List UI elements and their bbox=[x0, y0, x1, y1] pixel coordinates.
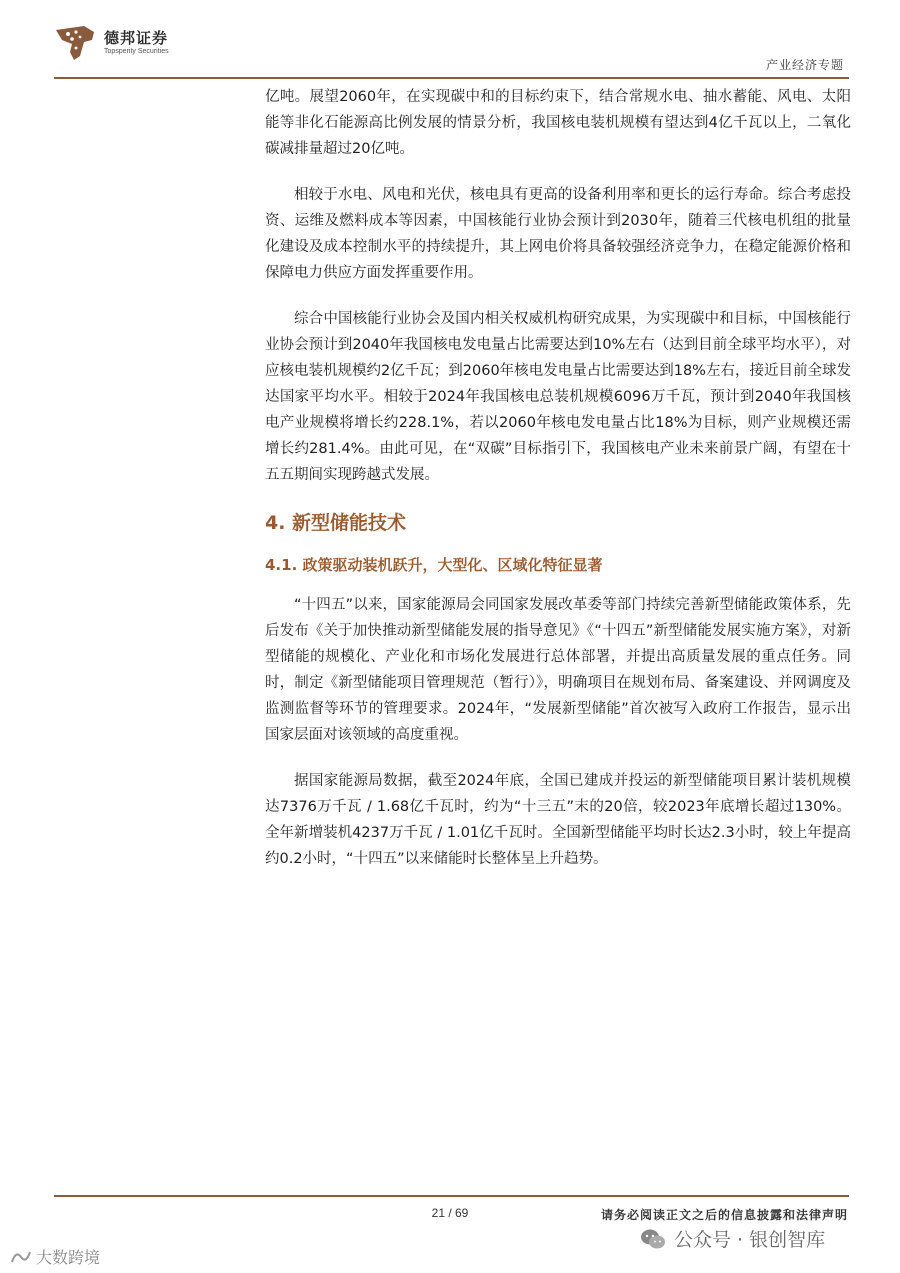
watermark-logo-icon bbox=[10, 1248, 32, 1266]
paragraph-4: “十四五”以来，国家能源局会同国家发展改革委等部门持续完善新型储能政策体系，先后发布《关于加快推动新型储能发展的指导意见》《“十四五”新型储能发展实施方案》，对新型储能的规模化、产业化和市场化发展进行总体部署，并提出高质量发展的重点任务。同时，制定《新型储能项目管理规范（暂行）》，明确项目在规划布局、备案建设、并网调度及监测监督等环节的管理要求。2024年，“发展新型储能”首次被写入政府工作报告，显示出国家层面对该领域的高度重视。 bbox=[265, 597, 851, 743]
section-heading: 4. 新型储能技术 bbox=[265, 512, 407, 534]
page-number: 21 / 69 bbox=[431, 1206, 469, 1220]
logo-en-text: Topsperity Securities bbox=[104, 47, 169, 55]
wechat-watermark bbox=[640, 1225, 825, 1252]
footer-divider bbox=[54, 1195, 849, 1197]
wechat-icon bbox=[640, 1228, 666, 1250]
company-logo bbox=[54, 22, 169, 62]
leopard-logo-icon bbox=[54, 22, 98, 62]
paragraph-1: 亿吨。展望2060年，在实现碳中和的目标约束下，结合常规水电、抽水蓄能、风电、太阳能等非化石能源高比例发展的情景分析，我国核电装机规模有望达到4亿千瓦以上，二氧化碳减排量超过20亿吨。 bbox=[265, 89, 851, 157]
report-type: 产业经济专题 bbox=[765, 58, 844, 72]
logo-cn-text: 德邦证券 bbox=[104, 28, 169, 47]
wechat-watermark-text: 公众号 · 银创智库 bbox=[674, 1229, 826, 1251]
legal-disclaimer: 请务必阅读正文之后的信息披露和法律声明 bbox=[600, 1208, 848, 1222]
main-content bbox=[265, 84, 851, 892]
paragraph-2: 相较于水电、风电和光伏，核电具有更高的设备利用率和更长的运行寿命。综合考虑投资、运维及燃料成本等因素，中国核能行业协会预计到2030年，随着三代核电机组的批量化建设及成本控制水平的持续提升，其上网电价将具备较强经济竞争力，在稳定能源价格和保障电力供应方面发挥重要作用。 bbox=[265, 187, 851, 281]
paragraph-3: 综合中国核能行业协会及国内相关权威机构研究成果，为实现碳中和目标，中国核能行业协会预计到2040年我国核电发电量占比需要达到10%左右（达到目前全球平均水平），对应核电装机规模约2亿千瓦；到2060年核电发电量占比需要达到18%左右，接近目前全球发达国家平均水平。相较于2024年我国核电总装机规模6096万千瓦，预计到2040年我国核电产业规模将增长约228.1%，若以2060年核电发电量占比18%为目标，则产业规模还需增长约281.4%。由此可见，在“双碳”目标指引下，我国核电产业未来前景广阔，有望在十五五期间实现跨越式发展。 bbox=[265, 311, 851, 483]
paragraph-5: 据国家能源局数据，截至2024年底，全国已建成并投运的新型储能项目累计装机规模达7376万千瓦 / 1.68亿千瓦时，约为“十三五”末的20倍，较2023年底增长超过130%。全年新增装机4237万千瓦 / 1.01亿千瓦时。全国新型储能平均时长达2.3小时，较上年提高约0.2小时，“十四五”以来储能时长整体呈上升趋势。 bbox=[265, 773, 851, 867]
corner-watermark-text: 大数跨境 bbox=[36, 1248, 101, 1267]
header-divider bbox=[54, 77, 849, 79]
corner-watermark bbox=[10, 1245, 100, 1268]
page-header bbox=[0, 0, 900, 80]
subsection-heading: 4.1. 政策驱动装机跃升，大型化、区域化特征显著 bbox=[265, 556, 603, 574]
